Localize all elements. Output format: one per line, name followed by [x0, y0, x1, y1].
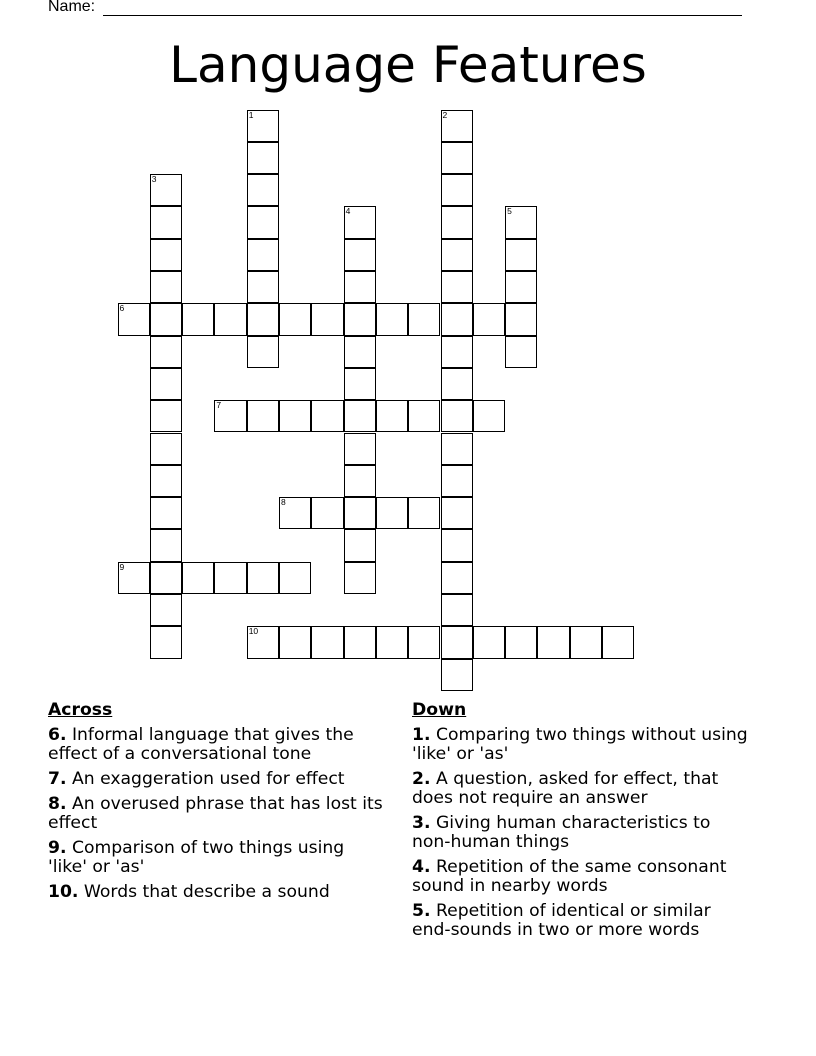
grid-cell[interactable] — [376, 303, 408, 335]
grid-cell[interactable] — [441, 174, 473, 206]
grid-cell[interactable] — [247, 562, 279, 594]
grid-cell[interactable] — [537, 626, 569, 658]
grid-cell[interactable] — [150, 206, 182, 238]
cell-number: 5 — [507, 206, 512, 217]
grid-cell[interactable] — [344, 271, 376, 303]
clue-number: 2. — [412, 769, 431, 789]
clue-down-5 — [412, 902, 752, 940]
clue-text: Comparison of two things using 'like' or 'as' — [48, 838, 345, 877]
clue-across-9 — [48, 839, 388, 877]
clue-text: An exaggeration used for effect — [71, 769, 345, 789]
grid-cell[interactable] — [247, 626, 279, 658]
grid-cell[interactable] — [441, 562, 473, 594]
grid-cell[interactable] — [505, 239, 537, 271]
grid-cell[interactable] — [214, 562, 246, 594]
clue-number: 1. — [412, 725, 431, 745]
grid-cell[interactable] — [344, 529, 376, 561]
grid-cell[interactable] — [570, 626, 602, 658]
cell-number: 10 — [248, 626, 259, 637]
across-heading: Across — [48, 700, 113, 720]
grid-cell[interactable] — [473, 303, 505, 335]
grid-cell[interactable] — [408, 497, 440, 529]
grid-cell[interactable] — [441, 497, 473, 529]
grid-cell[interactable] — [150, 497, 182, 529]
grid-cell[interactable] — [247, 110, 279, 142]
grid-cell[interactable] — [344, 303, 376, 335]
across-clues — [48, 701, 388, 908]
grid-cell[interactable] — [311, 626, 343, 658]
grid-cell[interactable] — [247, 206, 279, 238]
cell-number: 1 — [248, 109, 254, 120]
clue-across-6 — [48, 726, 388, 764]
clue-down-1 — [412, 726, 752, 764]
grid-cell[interactable] — [473, 626, 505, 658]
clue-down-3 — [412, 814, 752, 852]
grid-cell[interactable] — [441, 400, 473, 432]
grid-cell[interactable] — [344, 336, 376, 368]
grid-cell[interactable] — [441, 529, 473, 561]
clue-text: Informal language that gives the effect of a conversational tone — [48, 725, 354, 764]
grid-cell[interactable] — [150, 239, 182, 271]
clue-number: 10. — [48, 882, 79, 902]
grid-cell[interactable] — [150, 626, 182, 658]
clue-down-4 — [412, 858, 752, 896]
clue-across-8 — [48, 795, 388, 833]
grid-cell[interactable] — [441, 433, 473, 465]
grid-cell[interactable] — [441, 465, 473, 497]
grid-cell[interactable] — [441, 303, 473, 335]
grid-cell[interactable] — [344, 626, 376, 658]
grid-cell[interactable] — [279, 497, 311, 529]
grid-cell[interactable] — [247, 142, 279, 174]
grid-cell[interactable] — [505, 303, 537, 335]
grid-cell[interactable] — [279, 562, 311, 594]
grid-cell[interactable] — [505, 206, 537, 238]
grid-cell[interactable] — [311, 400, 343, 432]
grid-cell[interactable] — [247, 400, 279, 432]
grid-cell[interactable] — [473, 400, 505, 432]
cell-number: 6 — [119, 303, 125, 314]
grid-cell[interactable] — [344, 465, 376, 497]
name-label: Name: — [48, 0, 96, 15]
grid-cell[interactable] — [602, 626, 634, 658]
grid-cell[interactable] — [441, 594, 473, 626]
grid-cell[interactable] — [441, 271, 473, 303]
grid-cell[interactable] — [118, 562, 150, 594]
cell-number: 7 — [216, 400, 222, 411]
grid-cell[interactable] — [247, 239, 279, 271]
clue-text: An overused phrase that has lost its effect — [48, 794, 383, 833]
page-title: Language Features — [169, 36, 647, 94]
grid-cell[interactable] — [344, 368, 376, 400]
grid-cell[interactable] — [150, 594, 182, 626]
grid-cell[interactable] — [150, 433, 182, 465]
clue-number: 8. — [48, 794, 67, 814]
grid-cell[interactable] — [150, 271, 182, 303]
grid-cell[interactable] — [408, 626, 440, 658]
cell-number: 8 — [281, 497, 286, 508]
clue-number: 6. — [48, 725, 67, 745]
grid-cell[interactable] — [441, 142, 473, 174]
grid-cell[interactable] — [247, 174, 279, 206]
grid-cell[interactable] — [279, 626, 311, 658]
grid-cell[interactable] — [408, 400, 440, 432]
grid-cell[interactable] — [441, 626, 473, 658]
clue-text: Words that describe a sound — [83, 882, 330, 902]
grid-cell[interactable] — [118, 303, 150, 335]
grid-cell[interactable] — [376, 497, 408, 529]
grid-cell[interactable] — [505, 336, 537, 368]
clue-across-7 — [48, 770, 388, 789]
clue-text: Repetition of identical or similar end-sounds in two or more words — [412, 901, 711, 940]
grid-cell[interactable] — [182, 303, 214, 335]
grid-cell[interactable] — [150, 529, 182, 561]
grid-cell[interactable] — [344, 400, 376, 432]
grid-cell[interactable] — [279, 303, 311, 335]
grid-cell[interactable] — [441, 336, 473, 368]
grid-cell[interactable] — [344, 497, 376, 529]
grid-cell[interactable] — [376, 626, 408, 658]
grid-cell[interactable] — [279, 400, 311, 432]
grid-cell[interactable] — [247, 336, 279, 368]
clue-number: 4. — [412, 857, 431, 877]
grid-cell[interactable] — [150, 562, 182, 594]
grid-cell[interactable] — [214, 303, 246, 335]
clue-number: 7. — [48, 769, 67, 789]
grid-cell[interactable] — [505, 626, 537, 658]
grid-cell[interactable] — [247, 271, 279, 303]
grid-cell[interactable] — [214, 400, 246, 432]
cell-number: 4 — [345, 206, 351, 217]
clue-text: Repetition of the same consonant sound in nearby words — [412, 857, 727, 896]
down-clues — [412, 701, 752, 946]
clue-number: 3. — [412, 813, 431, 833]
clue-text: Comparing two things without using 'like' or 'as' — [412, 725, 748, 764]
cell-number: 2 — [442, 109, 448, 120]
grid-cell[interactable] — [408, 303, 440, 335]
clue-text: Giving human characteristics to non-human things — [412, 813, 711, 852]
clue-down-2 — [412, 770, 752, 808]
grid-cell[interactable] — [376, 400, 408, 432]
grid-cell[interactable] — [441, 659, 473, 691]
grid-cell[interactable] — [344, 562, 376, 594]
clue-number: 5. — [412, 901, 431, 921]
grid-cell[interactable] — [150, 303, 182, 335]
clue-across-10 — [48, 883, 388, 902]
grid-cell[interactable] — [150, 465, 182, 497]
grid-cell[interactable] — [311, 497, 343, 529]
grid-cell[interactable] — [150, 336, 182, 368]
cell-number: 3 — [151, 174, 157, 185]
grid-cell[interactable] — [344, 206, 376, 238]
grid-cell[interactable] — [441, 110, 473, 142]
grid-cell[interactable] — [311, 303, 343, 335]
down-heading: Down — [412, 700, 467, 720]
grid-cell[interactable] — [344, 433, 376, 465]
grid-cell[interactable] — [150, 400, 182, 432]
clue-number: 9. — [48, 838, 67, 858]
grid-cell[interactable] — [344, 239, 376, 271]
grid-cell[interactable] — [182, 562, 214, 594]
grid-cell[interactable] — [247, 303, 279, 335]
clue-text: A question, asked for effect, that does not require an answer — [412, 769, 719, 808]
grid-cell[interactable] — [441, 206, 473, 238]
grid-cell[interactable] — [150, 174, 182, 206]
grid-cell[interactable] — [441, 239, 473, 271]
grid-cell[interactable] — [505, 271, 537, 303]
cell-number: 9 — [119, 561, 125, 572]
grid-cell[interactable] — [441, 368, 473, 400]
grid-cell[interactable] — [150, 368, 182, 400]
